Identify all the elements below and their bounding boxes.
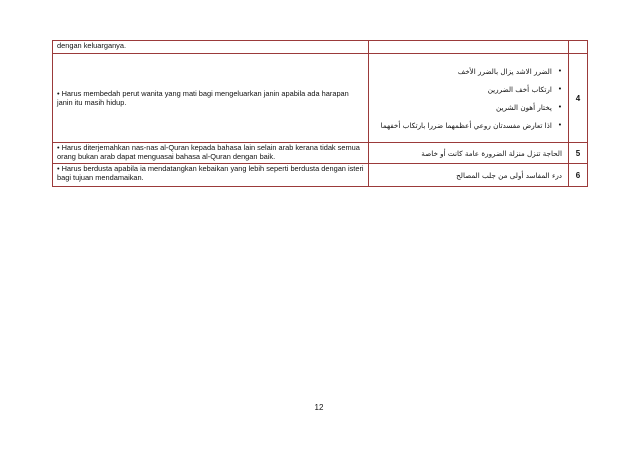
english-cell <box>53 54 369 143</box>
english-text: Harus berdusta apabila ia mendatangkan kebaikan yang lebih seperti berdusta dengan isteri bagi tujuan mendamaikan. <box>57 164 364 183</box>
bullet-icon: • <box>557 120 562 129</box>
bullet-icon: • <box>57 164 60 173</box>
table-row <box>53 54 588 143</box>
row-number: 6 <box>569 164 588 187</box>
bullet-icon: • <box>57 88 60 98</box>
arabic-maxim: درء المفاسد أولى من جلب المصالح <box>369 164 569 187</box>
list-item <box>375 80 562 98</box>
english-cell <box>53 143 369 164</box>
rules-table <box>52 40 588 187</box>
bullet-icon: • <box>557 102 562 111</box>
english-text: dengan keluarganya. <box>57 41 127 50</box>
page-number: 12 <box>314 403 324 412</box>
table-row <box>53 164 588 187</box>
bullet-icon: • <box>557 84 562 93</box>
row-number-cell <box>569 41 588 54</box>
row-number: 4 <box>569 54 588 143</box>
list-item <box>375 116 562 134</box>
bullet-icon: • <box>57 143 60 152</box>
arabic-maxim: يختار أهون الشرين <box>496 102 552 112</box>
english-cell <box>53 41 369 54</box>
list-item <box>375 62 562 80</box>
english-cell <box>53 164 369 187</box>
arabic-maxim: الضرر الاشد يزال بالضرر الأخف <box>457 66 552 76</box>
arabic-maxim: الحاجة تنزل منزلة الضرورة عامة كانت أو خاصة <box>369 143 569 164</box>
table-row <box>53 41 588 54</box>
arabic-maxim: اذا تعارض مفسدتان روعي أعظمهما ضررا بارتكاب أخفهما <box>380 120 552 130</box>
english-text: Harus membedah perut wanita yang mati bagi mengeluarkan janin apabila ada harapan janin itu masih hidup. <box>57 88 349 107</box>
list-item <box>375 98 562 116</box>
arabic-maxim-list <box>375 62 562 134</box>
english-text: Harus diterjemahkan nas-nas al-Quran kepada bahasa lain selain arab kerana tidak semua orang bukan arab dapat menguasai bahasa al-Quran dengan baik. <box>57 143 360 162</box>
bullet-icon: • <box>557 66 562 75</box>
arabic-cell <box>369 54 569 143</box>
arabic-cell <box>369 41 569 54</box>
table-row <box>53 143 588 164</box>
arabic-maxim: ارتكاب أخف الضررين <box>487 84 552 94</box>
row-number: 5 <box>569 143 588 164</box>
